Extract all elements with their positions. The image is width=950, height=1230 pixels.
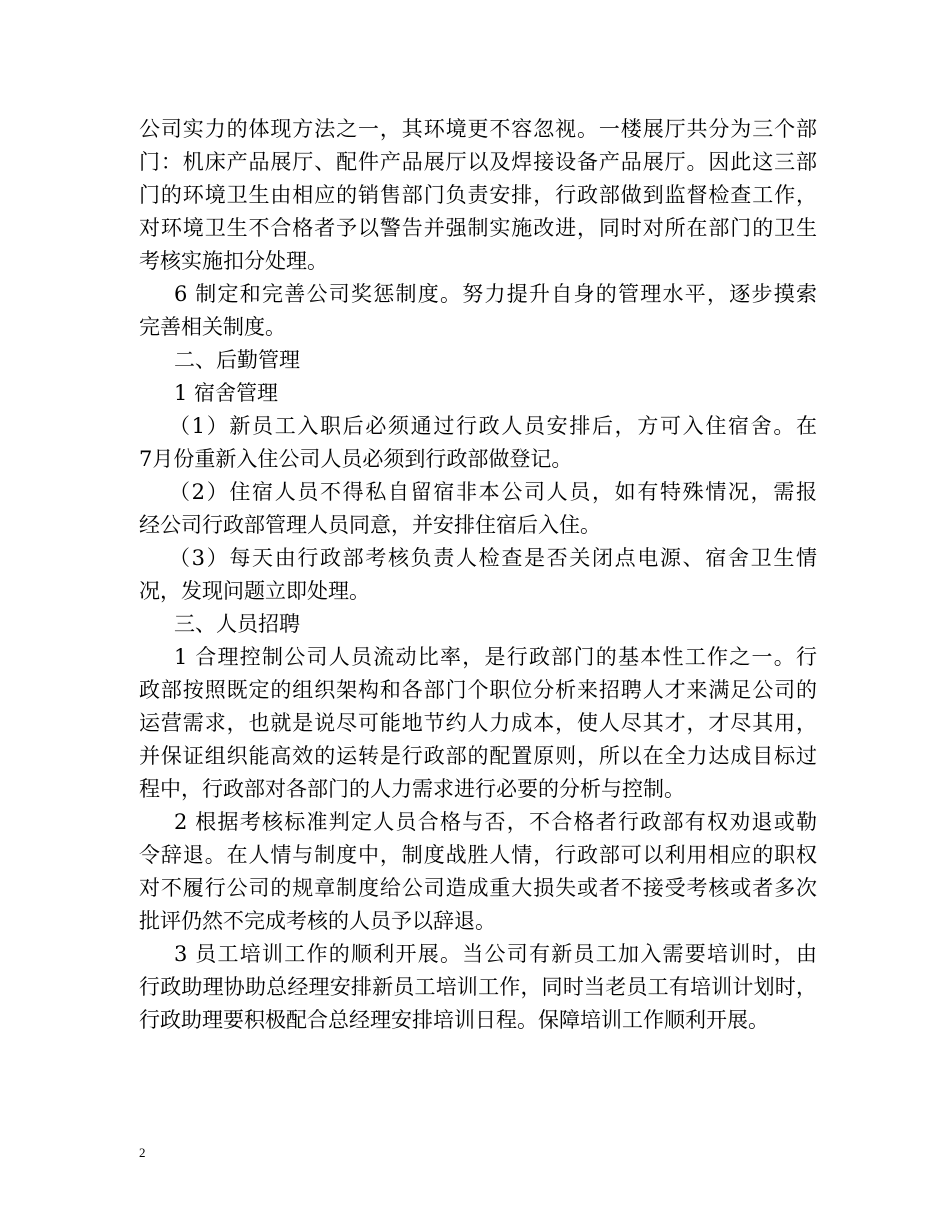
- paragraph-line: 政部按照既定的组织架构和各部门个职位分析来招聘人才来满足公司的: [139, 678, 817, 702]
- paragraph-line: （2）住宿人员不得私自留宿非本公司人员，如有特殊情况，需报: [169, 480, 817, 504]
- paragraph-line: （1）新员工入职后必须通过行政人员安排后，方可入住宿舍。在: [169, 414, 817, 438]
- paragraph-line: 对不履行公司的规章制度给公司造成重大损失或者不接受考核或者多次: [139, 876, 817, 900]
- paragraph-line: 3 员工培训工作的顺利开展。当公司有新员工加入需要培训时，由: [174, 942, 817, 966]
- section-heading: 三、人员招聘: [174, 612, 300, 636]
- paragraph-line: 6 制定和完善公司奖惩制度。努力提升自身的管理水平，逐步摸索: [174, 282, 817, 306]
- paragraph-line: 行政助理要积极配合总经理安排培训日程。保障培训工作顺利开展。: [139, 1008, 769, 1032]
- paragraph-line: （3）每天由行政部考核负责人检查是否关闭点电源、宿舍卫生情: [169, 546, 817, 570]
- paragraph-line: 况，发现问题立即处理。: [139, 579, 370, 603]
- paragraph-line: 批评仍然不完成考核的人员予以辞退。: [139, 909, 496, 933]
- paragraph-line: 2 根据考核标准判定人员合格与否，不合格者行政部有权劝退或勒: [174, 810, 817, 834]
- paragraph-line: 并保证组织能高效的运转是行政部的配置原则，所以在全力达成目标过: [139, 744, 817, 768]
- paragraph-line: 考核实施扣分处理。: [139, 249, 328, 273]
- paragraph-line: 对环境卫生不合格者予以警告并强制实施改进，同时对所在部门的卫生: [139, 216, 817, 240]
- paragraph-line: 程中，行政部对各部门的人力需求进行必要的分析与控制。: [139, 777, 685, 801]
- paragraph-line: 运营需求，也就是说尽可能地节约人力成本，使人尽其才，才尽其用，: [139, 711, 817, 735]
- paragraph-line: 门的环境卫生由相应的销售部门负责安排，行政部做到监督检查工作，: [139, 183, 817, 207]
- paragraph-line: 门：机床产品展厅、配件产品展厅以及焊接设备产品展厅。因此这三部: [139, 150, 817, 174]
- paragraph-line: 经公司行政部管理人员同意，并安排住宿后入住。: [139, 513, 601, 537]
- section-heading: 二、后勤管理: [174, 348, 300, 372]
- subsection-heading: 1 宿舍管理: [174, 381, 279, 405]
- page-number: 2: [139, 1145, 146, 1160]
- paragraph-line: 行政助理协助总经理安排新员工培训工作，同时当老员工有培训计划时，: [139, 975, 817, 999]
- paragraph-line: 7月份重新入住公司人员必须到行政部做登记。: [139, 447, 573, 471]
- paragraph-line: 公司实力的体现方法之一，其环境更不容忽视。一楼展厅共分为三个部: [139, 117, 817, 141]
- paragraph-line: 1 合理控制公司人员流动比率，是行政部门的基本性工作之一。行: [174, 645, 817, 669]
- paragraph-line: 完善相关制度。: [139, 315, 286, 339]
- document-body: [139, 113, 817, 1037]
- paragraph-line: 令辞退。在人情与制度中，制度战胜人情，行政部可以利用相应的职权: [139, 843, 817, 867]
